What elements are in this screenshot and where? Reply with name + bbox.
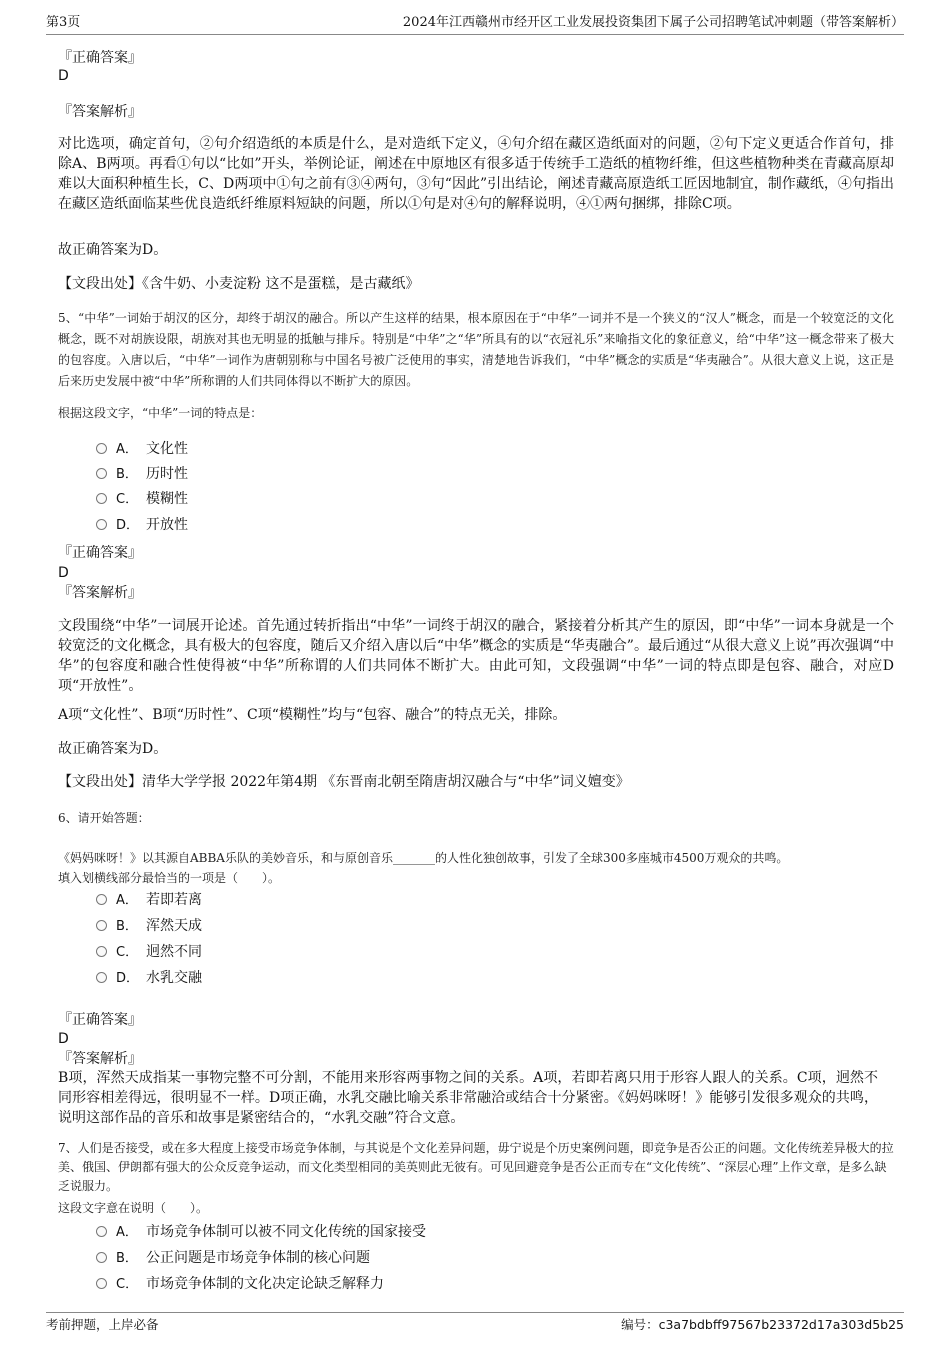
q5-option-d[interactable]: D． 开放性 [96, 514, 188, 536]
page-footer [46, 1312, 904, 1335]
radio-button[interactable] [96, 1226, 107, 1237]
q5-answer: D [58, 565, 69, 581]
q7-option-a[interactable]: A． 市场竞争体制可以被不同文化传统的国家接受 [96, 1221, 426, 1243]
q6-option-b[interactable]: B． 浑然天成 [96, 915, 202, 937]
q5-option-c[interactable]: C． 模糊性 [96, 488, 188, 510]
radio-button[interactable] [96, 972, 107, 983]
q4-source: 【文段出处】《含牛奶、小麦淀粉 这不是蛋糕，是古藏纸》 [58, 276, 420, 292]
q6-option-d[interactable]: D． 水乳交融 [96, 967, 202, 989]
radio-button[interactable] [96, 894, 107, 905]
q6-answer-label: 『正确答案』 [58, 1012, 142, 1028]
q4-answer: D [58, 68, 69, 84]
radio-button[interactable] [96, 920, 107, 931]
document-title: 2024年江西赣州市经开区工业发展投资集团下属子公司招聘笔试冲刺题（带答案解析） [402, 15, 904, 30]
radio-button[interactable] [96, 1252, 107, 1263]
radio-button[interactable] [96, 1278, 107, 1289]
q4-answer-label: 『正确答案』 [58, 50, 142, 66]
q5-analysis: 文段围绕“中华”一词展开论述。首先通过转折指出“中华”一词终于胡汉的融合，紧接着分析其产生的原因，即“中华”一词本身就是一个较宽泛的文化概念，具有极大的包容度，随后又介绍入唐以后“中华”概念的实质是“华夷融合”。最后通过“从很大意义上说”再次强调“中华”的包容度和融合性使得被“中华”所称谓的人们共同体不断扩大。由此可知，文段强调“中华”一词的特点即是包容、融合，对应D项“开放性”。 [58, 618, 894, 694]
q6-option-a[interactable]: A． 若即若离 [96, 889, 202, 911]
radio-button[interactable] [96, 443, 107, 454]
q6-analysis-label: 『答案解析』 [58, 1051, 142, 1067]
q7-passage: 7、人们是否接受，或在多大程度上接受市场竞争体制，与其说是个文化差异问题，毋宁说是个历史案例问题，即竞争是否公正的问题。文化传统差异极大的拉美、俄国、伊朗都有强大的公众反竞争运动，而文化类型相同的美英则此无彼有。可见回避竞争是否公正而专在“文化传统”、“深层心理”上作文章，是多么缺乏说服力。 [58, 1141, 894, 1193]
q7-stem: 这段文字意在说明（ ）。 [58, 1201, 209, 1215]
page-number: 第3页 [46, 15, 81, 30]
q6-analysis: B项，浑然天成指某一事物完整不可分割，不能用来形容两事物之间的关系。A项，若即若离只用于形容人跟人的关系。C项，迥然不同形容相差得远，很明显不一样。D项正确，水乳交融比喻关系非常融洽或结合十分紧密。《妈妈咪呀！》能够引发很多观众的共鸣，说明这部作品的音乐和故事是紧密结合的，“水乳交融”符合文意。 [58, 1070, 878, 1126]
q6-answer: D [58, 1031, 69, 1047]
q5-option-a[interactable]: A． 文化性 [96, 438, 188, 460]
footer-slogan: 考前押题，上岸必备 [46, 1317, 159, 1332]
q6-passage: 《妈妈咪呀！》以其源自ABBA乐队的美妙音乐，和与原创音乐_______的人性化独创故事，引发了全球300多座城市4500万观众的共鸣。 [58, 851, 789, 865]
radio-button[interactable] [96, 946, 107, 957]
q5-analysis-2: A项“文化性”、B项“历时性”、C项“模糊性”均与“包容、融合”的特点无关，排除。 [58, 707, 567, 723]
q5-passage: 5、“中华”一词始于胡汉的区分，却终于胡汉的融合。所以产生这样的结果，根本原因在于“中华”一词并不是一个狭义的“汉人”概念，而是一个较宽泛的文化概念，既不对胡族设限，胡族对其也无明显的抵触与排斥。特别是“中华”之“华”所具有的以“衣冠礼乐”来喻指文化的象征意义，给“中华”这一概念带来了极大的包容度。入唐以后，“中华”一词作为唐朝别称与中国名号被广泛使用的事实，清楚地告诉我们，“中华”概念的实质是“华夷融合”。从很大意义上说，这正是后来历史发展中被“中华”所称谓的人们共同体得以不断扩大的原因。 [58, 311, 894, 388]
q6-stem: 填入划横线部分最恰当的一项是（ ）。 [58, 871, 281, 885]
radio-button[interactable] [96, 493, 107, 504]
document-code [621, 1315, 904, 1335]
radio-button[interactable] [96, 519, 107, 530]
q7-option-b[interactable]: B． 公正问题是市场竞争体制的核心问题 [96, 1247, 370, 1269]
q6-option-c[interactable]: C． 迥然不同 [96, 941, 202, 963]
q6-intro: 6、请开始答题： [58, 811, 150, 825]
q5-answer-label: 『正确答案』 [58, 545, 142, 561]
q5-analysis-label: 『答案解析』 [58, 585, 142, 601]
q5-option-b[interactable]: B． 历时性 [96, 463, 188, 485]
q4-analysis: 对比选项，确定首句，②句介绍造纸的本质是什么，是对造纸下定义，④句介绍在藏区造纸面对的问题，②句下定义更适合作首句，排除A、B两项。再看①句以“比如”开头，举例论证，阐述在中原地区有很多适于传统手工造纸的植物纤维，但这些植物种类在青藏高原却难以大面积种植生长，C、D两项中①句之前有③④两句，③句“因此”引出结论，阐述青藏高原造纸工匠因地制宜，制作藏纸，④句指出在藏区造纸面临某些优良造纸纤维原料短缺的问题，所以①句是对④句的解释说明，④①两句捆绑，排除C项。 [58, 136, 894, 212]
q5-stem: 根据这段文字，“中华”一词的特点是： [58, 406, 263, 420]
q5-source: 【文段出处】清华大学学报 2022年第4期 《东晋南北朝至隋唐胡汉融合与“中华”词义嬗变》 [58, 774, 630, 790]
code-value: c3a7bdbff97567b23372d17a303d5b25 [658, 1317, 904, 1332]
q7-option-c[interactable]: C． 市场竞争体制的文化决定论缺乏解释力 [96, 1273, 384, 1295]
q4-conclusion: 故正确答案为D。 [58, 242, 168, 258]
code-label: 编号： [621, 1317, 659, 1332]
page-header [46, 14, 904, 35]
radio-button[interactable] [96, 468, 107, 479]
q5-conclusion: 故正确答案为D。 [58, 741, 168, 757]
q4-analysis-label: 『答案解析』 [58, 104, 142, 120]
